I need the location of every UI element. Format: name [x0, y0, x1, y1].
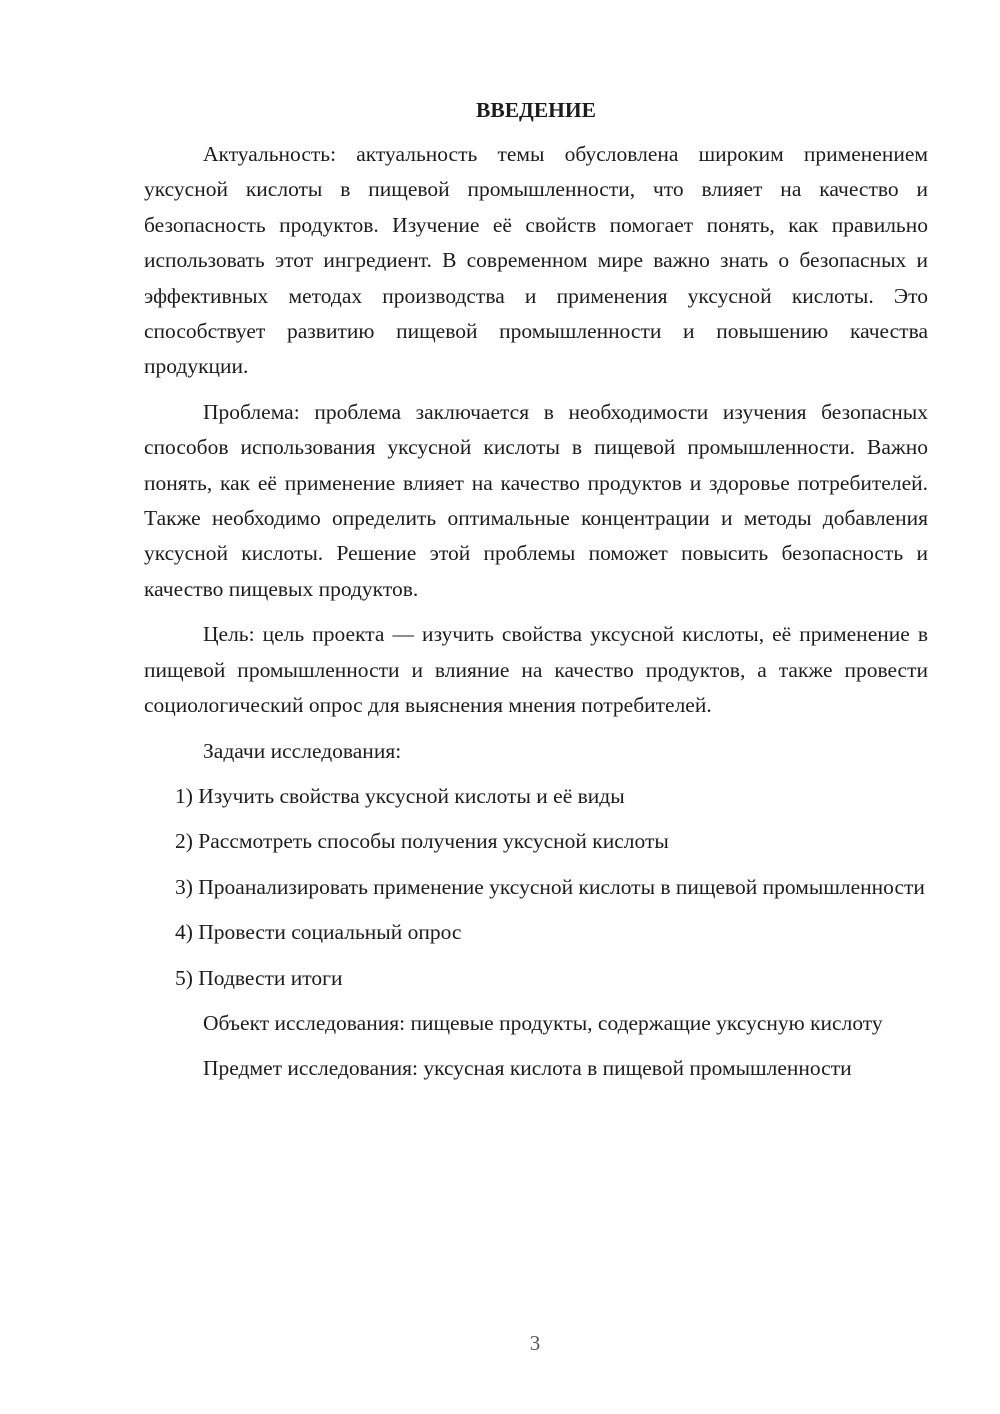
task-item-3: 3) Проанализировать применение уксусной кислоты в пищевой промышленности: [175, 874, 925, 899]
task-item-2: 2) Рассмотреть способы получения уксусной кислоты: [175, 829, 669, 854]
section-heading: ВВЕДЕНИЕ: [476, 98, 596, 122]
tasks-list: [144, 779, 928, 996]
tasks-title: Задачи исследования:: [203, 738, 402, 763]
problem-paragraph: Проблема: проблема заключается в необходимости изучения безопасных способов использования уксусной кислоты в пищевой промышленности. Важно понять, как её применение влияет на качество продуктов и здоровье потребителей. Также необходимо определить оптимальные концентрации и методы добавления уксусной кислоты. Решение этой проблемы поможет повысить безопасность и качество пищевых продуктов.: [144, 399, 928, 601]
page-number: 3: [529, 1331, 541, 1355]
goal-paragraph: Цель: цель проекта — изучить свойства уксусной кислоты, её применение в пищевой промышленности и влияние на качество продуктов, а также провести социологический опрос для выяснения мнения потребителей.: [144, 622, 928, 718]
task-item-5: 5) Подвести итоги: [175, 965, 343, 990]
document-page: [144, 92, 928, 1097]
task-item-1: 1) Изучить свойства уксусной кислоты и её виды: [175, 783, 625, 808]
object-paragraph: Объект исследования: пищевые продукты, содержащие уксусную кислоту: [203, 1010, 883, 1035]
subject-paragraph: Предмет исследования: уксусная кислота в пищевой промышленности: [203, 1056, 852, 1081]
relevance-paragraph: Актуальность: актуальность темы обусловлена широким применением уксусной кислоты в пищевой промышленности, что влияет на качество и безопасность продуктов. Изучение её свойств помогает понять, как правильно использовать этот ингредиент. В современном мире важно знать о безопасных и эффективных методах производства и применения уксусной кислоты. Это способствует развитию пищевой промышленности и повышению качества продукции.: [144, 142, 928, 379]
task-item-4: 4) Провести социальный опрос: [175, 920, 462, 945]
